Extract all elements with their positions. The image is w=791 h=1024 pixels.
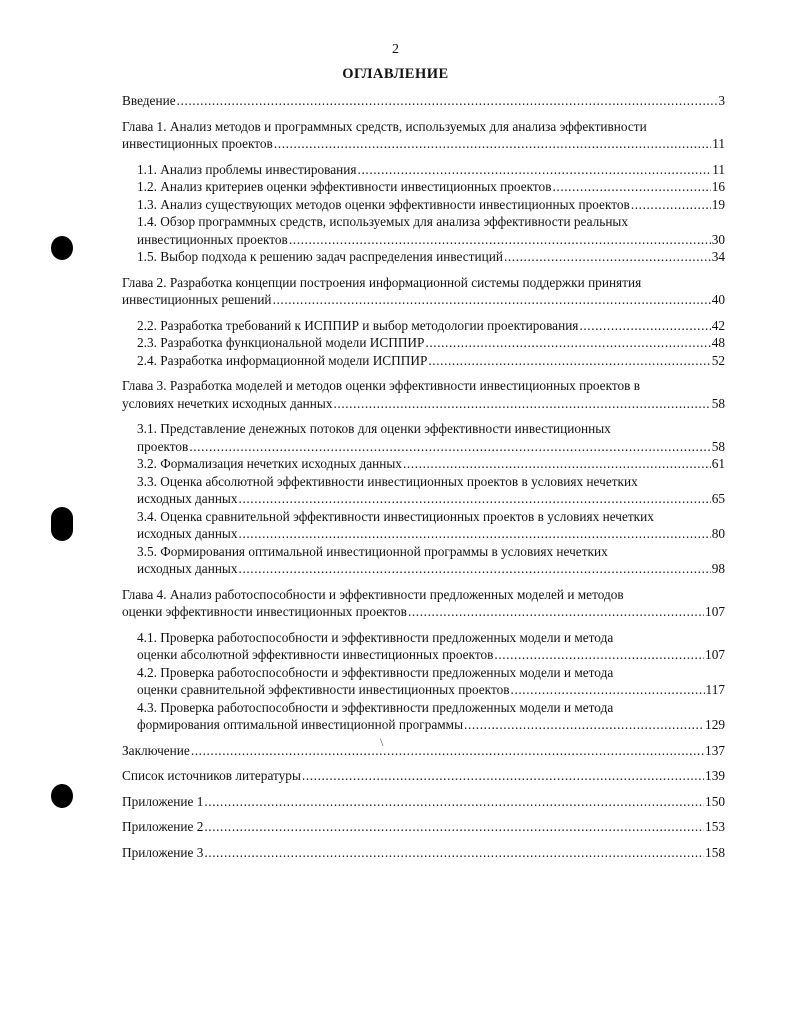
toc-entry-title: инвестиционных решений [122,292,272,307]
dot-leader [273,291,711,309]
toc-entry-title: оценки эффективности инвестиционных проектов [122,604,407,619]
toc-entry-title: 2.4. Разработка информационной модели ИСППИР [137,352,428,368]
toc-entry-page-number: 150 [705,793,725,809]
toc-section-entry [137,317,725,335]
toc-section-entry [137,420,725,455]
toc-section-entry [137,161,725,179]
toc-chapter-entry [122,793,725,811]
toc-entry-title: Приложение 2 [122,819,204,834]
toc-entry-leading-line: 4.3. Проверка работоспособности и эффективности предложенных модели и метода [137,699,614,715]
toc-entry-line [137,490,725,508]
dot-leader [494,646,704,664]
toc-entry-line [137,525,725,543]
toc-entry-page-number: 16 [711,179,725,194]
toc-entry-leading-line: Глава 4. Анализ работоспособности и эффективности предложенных моделей и методов [122,586,624,602]
toc-entry-title: оценки абсолютной эффективности инвестиционных проектов [137,647,494,662]
toc-entry-title: Приложение 1 [122,793,204,809]
toc-entry-line [137,334,725,352]
toc-entry-page-number: 107 [705,647,725,662]
toc-section-entry [137,664,725,699]
dot-leader [302,767,704,785]
page-number: 2 [392,42,399,57]
toc-entry-line [122,291,725,309]
toc-entry-line [137,352,725,370]
toc-entry-page-number: 52 [711,352,725,368]
toc-entry-line [137,196,725,214]
toc-chapter-entry [122,92,725,110]
toc-entry-line [122,767,725,785]
toc-entry-title: условиях нечетких исходных данных [122,395,333,411]
dot-leader [274,135,711,153]
toc-entry-leading-line: 3.4. Оценка сравнительной эффективности инвестиционных проектов в условиях нечетких [137,508,654,524]
dot-leader [552,178,710,196]
toc-entry-line [137,681,725,699]
toc-entry-leading-line: 3.3. Оценка абсолютной эффективности инвестиционных проектов в условиях нечетких [137,473,638,489]
dot-leader [239,560,711,578]
toc-entry-leading-line: 3.5. Формирования оптимальной инвестиционной программы в условиях нечетких [137,543,608,559]
toc-entry-title: Заключение [122,742,190,758]
toc-section-entry [137,455,725,473]
toc-entry-page-number: 107 [705,604,725,619]
toc-entry-page-number: 30 [711,231,725,247]
toc-entry-leading-line: Глава 1. Анализ методов и программных средств, используемых для анализа эффективности [122,118,647,134]
toc-entry-title: оценки сравнительной эффективности инвестиционных проектов [137,682,510,697]
toc-entry-title: исходных данных [137,526,238,541]
toc-chapter-entry [122,818,725,836]
toc-entry-line [137,438,725,456]
toc-entry-line [137,716,725,734]
dot-leader [289,231,711,249]
toc-entry-leading-line: 4.1. Проверка работоспособности и эффективности предложенных модели и метода [137,629,614,645]
toc-entry-title: 3.2. Формализация нечетких исходных данных [137,456,402,471]
dot-leader [204,844,704,862]
toc-entry-leading-line: 1.4. Обзор программных средств, используемых для анализа эффективности реальных [137,214,629,229]
toc-entry-title: 1.1. Анализ проблемы инвестирования [137,161,357,177]
toc-entry-title: исходных данных [137,491,238,506]
toc-entry-line [122,844,725,862]
toc-entry-page-number: 58 [711,438,725,454]
toc-entry-page-number: 65 [711,491,725,506]
dot-leader [204,818,704,836]
dot-leader [333,395,710,413]
toc-section-entry [137,699,725,734]
toc-entry-page-number: 42 [711,317,725,333]
toc-entry-line [122,395,725,413]
toc-chapter-entry [122,586,725,621]
toc-chapter-entry [122,742,725,760]
toc-entry-line [137,178,725,196]
toc-entry-line [137,317,725,335]
dot-leader [464,716,704,734]
toc-entry-line [122,742,725,760]
toc-entry-line [137,161,725,179]
toc-entry-page-number: 139 [705,768,725,783]
toc-entry-page-number: 98 [711,561,725,576]
toc-chapter-entry [122,118,725,153]
toc-chapter-entry [122,844,725,862]
toc-title: ОГЛАВЛЕНИЕ [342,66,449,82]
toc-entry-page-number: 80 [711,526,725,541]
toc-entry-title: формирования оптимальной инвестиционной программы [137,717,464,732]
toc-entry-title: Приложение 3 [122,844,204,860]
dot-leader [511,681,705,699]
toc-entry-title: Список источников литературы [122,768,301,783]
toc-entry-page-number: 48 [711,335,725,350]
toc-entry-page-number: 3 [718,93,725,108]
toc-entry-page-number: 19 [711,196,725,212]
dot-leader [403,455,711,473]
toc-entry-title: инвестиционных проектов [122,136,273,151]
toc-entry-title: 1.2. Анализ критериев оценки эффективности инвестиционных проектов [137,179,552,194]
toc-section-entry [137,213,725,248]
toc-entry-line [137,646,725,664]
toc-entry-page-number: 11 [712,136,725,151]
toc-entry-page-number: 11 [712,161,725,177]
toc-entry-title: 1.5. Выбор подхода к решению задач распределения инвестиций [137,249,503,264]
toc-entry-title: исходных данных [137,561,238,576]
toc-entry-title: 1.3. Анализ существующих методов оценки эффективности инвестиционных проектов [137,196,630,212]
dot-leader [579,317,710,335]
toc-entry-title: 2.2. Разработка требований к ИСППИР и выбор методологии проектирования [137,317,579,333]
toc-entry-leading-line: 3.1. Представление денежных потоков для оценки эффективности инвестиционных [137,421,611,436]
toc-entry-line [122,793,725,811]
punch-hole-bottom [51,784,73,808]
toc-entry-line [137,560,725,578]
dot-leader [239,525,711,543]
dot-leader [177,92,718,110]
toc-entry-line [122,818,725,836]
toc-entry-leading-line: 4.2. Проверка работоспособности и эффективности предложенных модели и метода [137,664,614,680]
toc-entry-page-number: 137 [705,742,725,758]
toc-entry-page-number: 61 [711,456,725,471]
toc-entry-line [122,135,725,153]
toc-entry-page-number: 129 [705,717,725,732]
toc-entry-page-number: 117 [705,682,725,697]
dot-leader [358,161,712,179]
toc-section-entry [137,248,725,266]
punch-hole-top [51,236,73,260]
toc-entry-leading-line: Глава 2. Разработка концепции построения информационной системы поддержки принятия [122,274,642,290]
dot-leader [428,352,710,370]
dot-leader [631,196,711,214]
toc-section-entry [137,178,725,196]
dot-leader [408,603,704,621]
toc-entry-title: 2.3. Разработка функциональной модели ИСППИР [137,335,425,350]
toc-entry-line [122,603,725,621]
stray-pen-mark: \ [380,735,384,749]
dot-leader [189,438,710,456]
toc-entry-page-number: 153 [705,819,725,834]
toc-section-entry [137,352,725,370]
toc-entry-leading-line: Глава 3. Разработка моделей и методов оценки эффективности инвестиционных проектов в [122,378,641,393]
toc-section-entry [137,629,725,664]
toc-section-entry [137,508,725,543]
toc-entry-title: инвестиционных проектов [137,231,288,247]
toc-entry-page-number: 34 [711,249,725,264]
dot-leader [239,490,711,508]
toc-section-entry [137,334,725,352]
toc-entry-title: проектов [137,438,189,454]
toc-entry-line [137,231,725,249]
dot-leader [191,742,704,760]
toc-entry-page-number: 58 [711,395,725,411]
toc-section-entry [137,196,725,214]
toc-chapter-entry [122,377,725,412]
toc-chapter-entry [122,767,725,785]
toc-chapter-entry [122,274,725,309]
toc-entry-title: Введение [122,93,176,108]
dot-leader [425,334,710,352]
toc-entry-page-number: 158 [705,844,725,860]
dot-leader [204,793,704,811]
toc-entry-page-number: 40 [711,292,725,307]
toc-entry-line [137,455,725,473]
toc-section-entry [137,543,725,578]
table-of-contents [122,92,725,861]
punch-hole-middle [51,507,73,541]
toc-entry-line [122,92,725,110]
dot-leader [504,248,711,266]
toc-section-entry [137,473,725,508]
toc-entry-line [137,248,725,266]
